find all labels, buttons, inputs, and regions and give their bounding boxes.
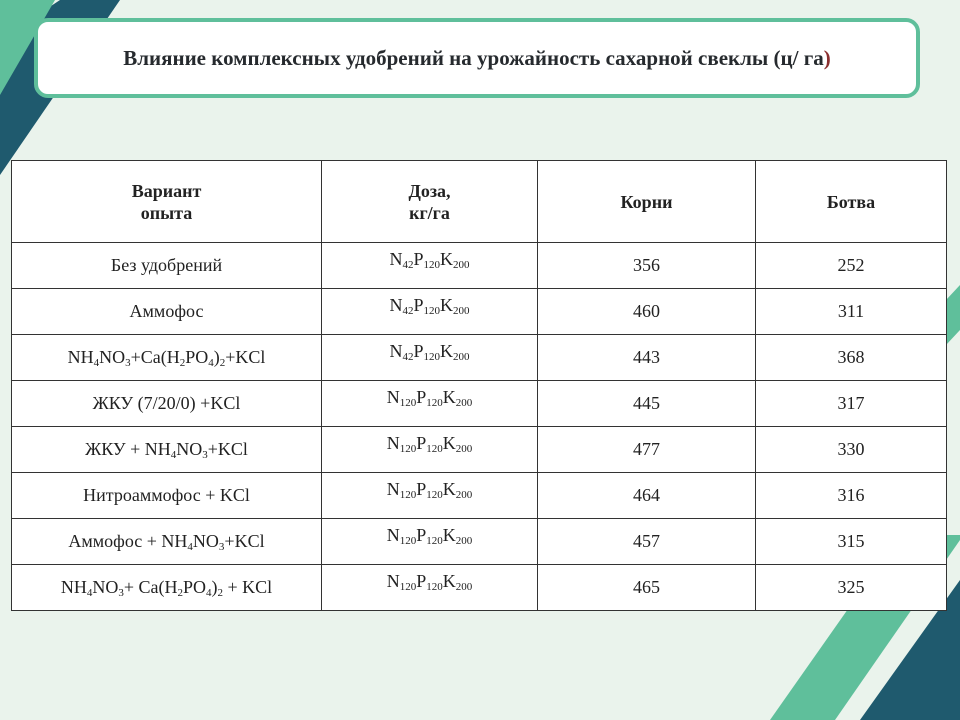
formula-subscript: 200 <box>455 443 473 455</box>
formula-text: P <box>413 295 424 315</box>
header-dose-line1: Доза, <box>408 180 451 201</box>
dose-formula <box>387 525 473 545</box>
header-tops: Ботва <box>756 161 947 243</box>
formula-subscript: 4 <box>208 357 214 369</box>
formula-text: K <box>442 387 456 407</box>
cell-dose <box>322 519 538 565</box>
formula-text: K <box>440 249 453 269</box>
formula-subscript: 120 <box>423 259 440 271</box>
formula-subscript: 120 <box>426 489 443 501</box>
formula-text: +KCl <box>207 439 248 459</box>
yield-table <box>11 160 947 611</box>
cell-tops: 315 <box>756 519 947 565</box>
cell-dose <box>322 427 538 473</box>
table-row <box>12 519 947 565</box>
dose-formula <box>387 433 473 453</box>
formula-text: P <box>416 571 427 591</box>
formula-text: ) <box>211 577 218 597</box>
formula-subscript: 42 <box>402 305 414 317</box>
cell-roots: 464 <box>538 473 756 519</box>
formula-text: N <box>386 525 400 545</box>
formula-text: + Ca(H <box>123 577 178 597</box>
cell-variant <box>12 289 322 335</box>
formula-subscript: 200 <box>453 351 470 363</box>
formula-text: N <box>386 479 400 499</box>
table-row <box>12 243 947 289</box>
cell-roots: 445 <box>538 381 756 427</box>
formula-subscript: 42 <box>402 351 414 363</box>
formula-subscript: 2 <box>177 587 183 599</box>
cell-tops: 252 <box>756 243 947 289</box>
cell-tops: 330 <box>756 427 947 473</box>
cell-variant <box>12 565 322 611</box>
right-edge-green-band <box>946 285 960 345</box>
title-main: Влияние комплексных удобрений на урожайность сахарной свеклы (ц/ га <box>123 46 824 70</box>
table-row <box>12 381 947 427</box>
formula-text: NO <box>192 531 219 551</box>
cell-variant <box>12 335 322 381</box>
formula-text: ) <box>213 347 220 367</box>
formula-text: K <box>440 295 453 315</box>
formula-subscript: 3 <box>202 449 208 461</box>
cell-variant <box>12 381 322 427</box>
page-title <box>123 43 831 73</box>
formula-text: ЖКУ (7/20/0) +KCl <box>92 393 241 413</box>
formula-text: K <box>440 341 453 361</box>
formula-subscript: 200 <box>455 581 473 593</box>
formula-subscript: 120 <box>423 305 440 317</box>
formula-text: Аммофос + NH <box>68 531 188 551</box>
formula-text: ЖКУ + NH <box>85 439 171 459</box>
dose-formula <box>387 387 473 407</box>
cell-dose <box>322 473 538 519</box>
dose-formula <box>387 571 473 591</box>
header-variant-line1: Вариант <box>131 180 202 201</box>
formula-subscript: 4 <box>205 587 212 599</box>
formula-text: K <box>442 433 456 453</box>
cell-tops: 317 <box>756 381 947 427</box>
formula-text: N <box>389 295 403 315</box>
formula-subscript: 4 <box>93 357 100 369</box>
cell-variant <box>12 243 322 289</box>
formula-text: N <box>386 571 400 591</box>
formula-subscript: 4 <box>170 449 177 461</box>
formula-subscript: 4 <box>187 541 193 553</box>
formula-text: NH <box>67 347 94 367</box>
formula-subscript: 3 <box>218 541 225 553</box>
table-row <box>12 289 947 335</box>
formula-subscript: 120 <box>426 397 443 409</box>
header-roots: Корни <box>538 161 756 243</box>
formula-text: Аммофос <box>129 301 204 321</box>
formula-subscript: 2 <box>179 357 186 369</box>
formula-text: K <box>442 525 456 545</box>
cell-dose <box>322 243 538 289</box>
formula-subscript: 120 <box>399 489 417 501</box>
formula-subscript: 200 <box>455 397 473 409</box>
formula-subscript: 4 <box>86 587 93 599</box>
table-body <box>12 243 947 611</box>
formula-subscript: 2 <box>217 587 223 599</box>
formula-subscript: 120 <box>399 397 417 409</box>
formula-text: NO <box>99 347 126 367</box>
cell-roots: 460 <box>538 289 756 335</box>
cell-dose <box>322 381 538 427</box>
formula-text: NO <box>92 577 119 597</box>
formula-text: + KCl <box>222 577 273 597</box>
cell-roots: 443 <box>538 335 756 381</box>
cell-tops: 316 <box>756 473 947 519</box>
formula-subscript: 3 <box>118 587 124 599</box>
header-dose <box>322 161 538 243</box>
dose-formula <box>389 341 469 361</box>
formula-subscript: 42 <box>402 259 414 271</box>
formula-subscript: 120 <box>399 443 417 455</box>
formula-text: P <box>416 387 427 407</box>
cell-variant <box>12 519 322 565</box>
cell-roots: 356 <box>538 243 756 289</box>
formula-subscript: 3 <box>125 357 131 369</box>
header-dose-line2: кг/га <box>409 202 450 223</box>
formula-text: NH <box>60 577 87 597</box>
formula-text: Без удобрений <box>110 255 223 275</box>
formula-subscript: 120 <box>426 535 443 547</box>
cell-tops: 325 <box>756 565 947 611</box>
formula-text: P <box>413 249 424 269</box>
header-variant-line2: опыта <box>140 202 193 223</box>
formula-subscript: 120 <box>423 351 440 363</box>
formula-subscript: 200 <box>453 259 470 271</box>
formula-subscript: 120 <box>399 535 417 547</box>
formula-text: N <box>386 387 400 407</box>
title-box <box>34 18 920 98</box>
formula-text: P <box>416 479 427 499</box>
formula-subscript: 120 <box>399 581 417 593</box>
formula-text: N <box>389 341 403 361</box>
table-row <box>12 427 947 473</box>
formula-text: +KCl <box>225 347 266 367</box>
formula-text: N <box>386 433 400 453</box>
formula-subscript: 120 <box>426 443 443 455</box>
dose-formula <box>387 479 473 499</box>
formula-subscript: 200 <box>455 535 473 547</box>
formula-text: P <box>413 341 424 361</box>
cell-roots: 457 <box>538 519 756 565</box>
header-variant <box>12 161 322 243</box>
dose-formula <box>389 249 469 269</box>
table-header-row <box>12 161 947 243</box>
formula-subscript: 120 <box>426 581 443 593</box>
table-row <box>12 565 947 611</box>
formula-subscript: 200 <box>453 305 470 317</box>
cell-roots: 465 <box>538 565 756 611</box>
formula-text: NO <box>176 439 203 459</box>
formula-text: K <box>442 479 456 499</box>
formula-text: PO <box>185 347 209 367</box>
table-row <box>12 335 947 381</box>
cell-roots: 477 <box>538 427 756 473</box>
formula-text: +KCl <box>224 531 265 551</box>
formula-text: Нитроаммофос + KCl <box>83 485 250 505</box>
formula-text: K <box>442 571 456 591</box>
formula-subscript: 2 <box>219 357 226 369</box>
formula-text: N <box>389 249 403 269</box>
cell-tops: 368 <box>756 335 947 381</box>
formula-subscript: 200 <box>455 489 473 501</box>
formula-text: P <box>416 433 427 453</box>
cell-variant <box>12 427 322 473</box>
cell-dose <box>322 565 538 611</box>
formula-text: +Ca(H <box>130 347 180 367</box>
cell-dose <box>322 335 538 381</box>
dose-formula <box>389 295 469 315</box>
formula-text: P <box>416 525 427 545</box>
title-close-paren: ) <box>823 46 831 70</box>
cell-variant <box>12 473 322 519</box>
cell-tops: 311 <box>756 289 947 335</box>
formula-text: PO <box>182 577 206 597</box>
table-row <box>12 473 947 519</box>
cell-dose <box>322 289 538 335</box>
